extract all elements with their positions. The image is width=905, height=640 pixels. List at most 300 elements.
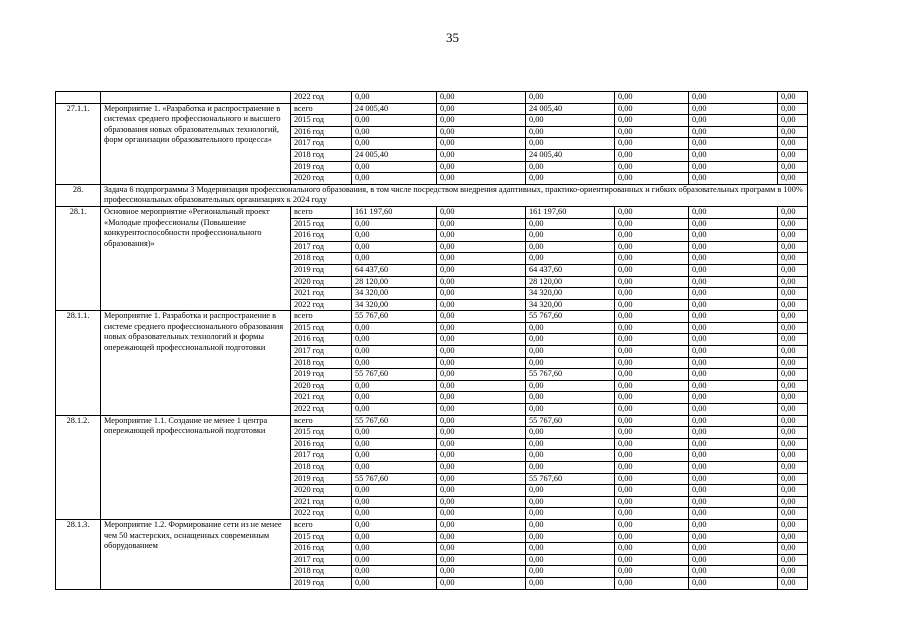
amount-cell: 0,00 (437, 241, 526, 253)
amount-cell: 0,00 (352, 230, 437, 242)
amount-cell: 0,00 (352, 438, 437, 450)
amount-cell: 0,00 (526, 531, 615, 543)
year-cell: 2019 год (291, 577, 352, 589)
amount-cell: 0,00 (615, 206, 689, 218)
amount-cell: 0,00 (615, 253, 689, 265)
amount-cell: 0,00 (352, 161, 437, 173)
measure-number: 27.1.1. (56, 103, 101, 184)
amount-cell: 0,00 (689, 264, 778, 276)
table-row (56, 311, 808, 323)
amount-cell: 0,00 (526, 322, 615, 334)
amount-cell: 0,00 (778, 519, 808, 531)
name-cell (101, 92, 291, 104)
amount-cell: 0,00 (778, 218, 808, 230)
amount-cell: 0,00 (526, 161, 615, 173)
amount-cell: 0,00 (615, 369, 689, 381)
year-cell: 2022 год (291, 299, 352, 311)
amount-cell: 0,00 (526, 173, 615, 185)
amount-cell: 0,00 (352, 241, 437, 253)
year-cell: 2019 год (291, 161, 352, 173)
amount-cell: 0,00 (352, 322, 437, 334)
amount-cell: 0,00 (526, 577, 615, 589)
amount-cell: 0,00 (352, 508, 437, 520)
amount-cell: 0,00 (689, 149, 778, 161)
measure-number: 28.1.3. (56, 519, 101, 589)
amount-cell: 0,00 (778, 554, 808, 566)
amount-cell: 0,00 (437, 392, 526, 404)
amount-cell: 0,00 (778, 138, 808, 150)
amount-cell: 0,00 (615, 334, 689, 346)
amount-cell: 0,00 (778, 357, 808, 369)
year-cell: всего (291, 103, 352, 115)
amount-cell: 0,00 (689, 415, 778, 427)
amount-cell: 0,00 (615, 577, 689, 589)
amount-cell: 0,00 (615, 519, 689, 531)
amount-cell: 0,00 (778, 450, 808, 462)
amount-cell: 0,00 (437, 531, 526, 543)
year-cell: 2016 год (291, 543, 352, 555)
amount-cell: 0,00 (437, 276, 526, 288)
amount-cell: 0,00 (352, 173, 437, 185)
amount-cell: 0,00 (778, 566, 808, 578)
year-cell: 2016 год (291, 230, 352, 242)
amount-cell: 0,00 (526, 543, 615, 555)
amount-cell: 0,00 (689, 241, 778, 253)
amount-cell: 0,00 (778, 334, 808, 346)
year-cell: 2020 год (291, 380, 352, 392)
amount-cell: 55 767,60 (526, 369, 615, 381)
amount-cell: 0,00 (526, 138, 615, 150)
amount-cell: 0,00 (778, 206, 808, 218)
amount-cell: 0,00 (352, 253, 437, 265)
amount-cell: 0,00 (689, 566, 778, 578)
amount-cell: 0,00 (437, 92, 526, 104)
amount-cell: 0,00 (437, 311, 526, 323)
amount-cell: 0,00 (689, 380, 778, 392)
amount-cell: 0,00 (526, 450, 615, 462)
measure-name: Мероприятие 1. «Разработка и распространение в системах среднего профессионального и высшего образования новых образовательных технологий, форм организации образовательного процесса» (101, 103, 291, 184)
amount-cell: 0,00 (352, 404, 437, 416)
amount-cell: 55 767,60 (526, 473, 615, 485)
amount-cell: 0,00 (615, 230, 689, 242)
amount-cell: 0,00 (615, 173, 689, 185)
amount-cell: 55 767,60 (526, 311, 615, 323)
amount-cell: 24 005,40 (352, 149, 437, 161)
amount-cell: 0,00 (778, 485, 808, 497)
amount-cell: 0,00 (615, 149, 689, 161)
amount-cell: 0,00 (352, 92, 437, 104)
amount-cell: 0,00 (689, 473, 778, 485)
amount-cell: 0,00 (526, 92, 615, 104)
amount-cell: 0,00 (778, 322, 808, 334)
amount-cell: 161 197,60 (526, 206, 615, 218)
amount-cell: 0,00 (778, 103, 808, 115)
measure-name: Мероприятие 1.2. Формирование сети из не менее чем 50 мастерских, оснащенных современным оборудованием (101, 519, 291, 589)
amount-cell: 0,00 (689, 92, 778, 104)
amount-cell: 0,00 (689, 299, 778, 311)
year-cell: 2018 год (291, 357, 352, 369)
amount-cell: 0,00 (437, 253, 526, 265)
task-text: Задача 6 подпрограммы 3 Модернизация профессионального образования, в том числе посредством внедрения адаптивных, практико-ориентированных и гибких образовательных программ в 100% профессиональных образовательных организациях к 2024 году (101, 184, 808, 206)
amount-cell: 0,00 (778, 415, 808, 427)
amount-cell: 0,00 (437, 288, 526, 300)
amount-cell: 0,00 (689, 346, 778, 358)
year-cell: 2022 год (291, 404, 352, 416)
amount-cell: 0,00 (615, 392, 689, 404)
amount-cell: 0,00 (615, 462, 689, 474)
amount-cell: 0,00 (689, 311, 778, 323)
amount-cell: 0,00 (526, 126, 615, 138)
year-cell: 2022 год (291, 92, 352, 104)
amount-cell: 0,00 (437, 508, 526, 520)
amount-cell: 0,00 (778, 276, 808, 288)
year-cell: всего (291, 415, 352, 427)
year-cell: всего (291, 519, 352, 531)
year-cell: всего (291, 206, 352, 218)
amount-cell: 0,00 (526, 519, 615, 531)
year-cell: 2017 год (291, 554, 352, 566)
amount-cell: 0,00 (437, 149, 526, 161)
amount-cell: 0,00 (526, 438, 615, 450)
amount-cell: 0,00 (615, 92, 689, 104)
amount-cell: 24 005,40 (526, 103, 615, 115)
amount-cell: 161 197,60 (352, 206, 437, 218)
amount-cell: 0,00 (437, 438, 526, 450)
page-number: 35 (446, 30, 459, 45)
year-cell: 2018 год (291, 149, 352, 161)
amount-cell: 0,00 (615, 103, 689, 115)
amount-cell: 0,00 (778, 392, 808, 404)
amount-cell: 0,00 (352, 357, 437, 369)
amount-cell: 34 320,00 (526, 288, 615, 300)
amount-cell: 0,00 (352, 218, 437, 230)
amount-cell: 0,00 (437, 173, 526, 185)
amount-cell: 0,00 (615, 288, 689, 300)
amount-cell: 0,00 (437, 126, 526, 138)
amount-cell: 0,00 (689, 161, 778, 173)
amount-cell: 0,00 (352, 496, 437, 508)
amount-cell: 0,00 (352, 543, 437, 555)
amount-cell: 0,00 (526, 496, 615, 508)
amount-cell: 0,00 (615, 161, 689, 173)
year-cell: 2018 год (291, 462, 352, 474)
amount-cell: 0,00 (778, 462, 808, 474)
amount-cell: 0,00 (352, 392, 437, 404)
year-cell: 2019 год (291, 369, 352, 381)
amount-cell: 0,00 (778, 241, 808, 253)
amount-cell: 0,00 (437, 554, 526, 566)
measure-number: 28.1. (56, 206, 101, 310)
amount-cell: 0,00 (689, 485, 778, 497)
amount-cell: 0,00 (437, 218, 526, 230)
year-cell: 2018 год (291, 566, 352, 578)
amount-cell: 0,00 (689, 126, 778, 138)
amount-cell: 0,00 (437, 230, 526, 242)
amount-cell: 0,00 (352, 566, 437, 578)
amount-cell: 0,00 (615, 322, 689, 334)
year-cell: 2016 год (291, 438, 352, 450)
amount-cell: 0,00 (778, 404, 808, 416)
amount-cell: 0,00 (778, 369, 808, 381)
amount-cell: 0,00 (615, 357, 689, 369)
year-cell: 2020 год (291, 173, 352, 185)
year-cell: 2021 год (291, 496, 352, 508)
amount-cell: 0,00 (689, 519, 778, 531)
year-cell: 2020 год (291, 276, 352, 288)
amount-cell: 0,00 (778, 230, 808, 242)
amount-cell: 0,00 (352, 450, 437, 462)
amount-cell: 0,00 (689, 138, 778, 150)
amount-cell: 0,00 (689, 554, 778, 566)
amount-cell: 34 320,00 (352, 299, 437, 311)
amount-cell: 0,00 (689, 369, 778, 381)
year-cell: 2015 год (291, 218, 352, 230)
amount-cell: 0,00 (689, 462, 778, 474)
year-cell: 2016 год (291, 126, 352, 138)
year-cell: 2015 год (291, 427, 352, 439)
budget-table (55, 91, 808, 590)
amount-cell: 0,00 (437, 450, 526, 462)
amount-cell: 0,00 (615, 473, 689, 485)
amount-cell: 0,00 (615, 566, 689, 578)
amount-cell: 0,00 (526, 427, 615, 439)
amount-cell: 55 767,60 (352, 415, 437, 427)
amount-cell: 0,00 (778, 92, 808, 104)
table-row (56, 415, 808, 427)
year-cell: 2019 год (291, 473, 352, 485)
year-cell: 2021 год (291, 288, 352, 300)
amount-cell: 0,00 (689, 427, 778, 439)
year-cell: 2021 год (291, 392, 352, 404)
year-cell: 2015 год (291, 322, 352, 334)
amount-cell: 0,00 (437, 543, 526, 555)
amount-cell: 0,00 (689, 322, 778, 334)
amount-cell: 0,00 (437, 566, 526, 578)
amount-cell: 28 120,00 (526, 276, 615, 288)
amount-cell: 0,00 (689, 438, 778, 450)
amount-cell: 0,00 (689, 404, 778, 416)
amount-cell: 0,00 (689, 334, 778, 346)
amount-cell: 0,00 (526, 404, 615, 416)
amount-cell: 0,00 (778, 380, 808, 392)
amount-cell: 0,00 (615, 299, 689, 311)
amount-cell: 0,00 (437, 115, 526, 127)
amount-cell: 0,00 (778, 161, 808, 173)
amount-cell: 0,00 (437, 346, 526, 358)
amount-cell: 0,00 (689, 173, 778, 185)
amount-cell: 0,00 (689, 392, 778, 404)
amount-cell: 0,00 (526, 392, 615, 404)
amount-cell: 55 767,60 (352, 369, 437, 381)
year-cell: 2017 год (291, 346, 352, 358)
amount-cell: 0,00 (352, 138, 437, 150)
amount-cell: 0,00 (526, 346, 615, 358)
measure-name: Мероприятие 1. Разработка и распространение в системе среднего профессионального образования новых образовательных технологий и формы опережающей профессиональной подготовки (101, 311, 291, 415)
amount-cell: 0,00 (526, 566, 615, 578)
year-cell: 2022 год (291, 508, 352, 520)
amount-cell: 24 005,40 (352, 103, 437, 115)
amount-cell: 0,00 (689, 288, 778, 300)
task-row (56, 184, 808, 206)
amount-cell: 0,00 (615, 543, 689, 555)
amount-cell: 0,00 (689, 450, 778, 462)
amount-cell: 0,00 (689, 218, 778, 230)
amount-cell: 0,00 (615, 380, 689, 392)
amount-cell: 0,00 (437, 206, 526, 218)
amount-cell: 55 767,60 (526, 415, 615, 427)
amount-cell: 0,00 (526, 462, 615, 474)
amount-cell: 0,00 (615, 450, 689, 462)
amount-cell: 0,00 (352, 380, 437, 392)
amount-cell: 0,00 (778, 299, 808, 311)
amount-cell: 0,00 (689, 496, 778, 508)
amount-cell: 0,00 (615, 126, 689, 138)
amount-cell: 0,00 (689, 253, 778, 265)
amount-cell: 0,00 (526, 554, 615, 566)
amount-cell: 0,00 (437, 264, 526, 276)
amount-cell: 0,00 (352, 485, 437, 497)
year-cell: 2015 год (291, 531, 352, 543)
amount-cell: 0,00 (526, 485, 615, 497)
amount-cell: 0,00 (437, 334, 526, 346)
amount-cell: 0,00 (352, 531, 437, 543)
amount-cell: 0,00 (526, 357, 615, 369)
amount-cell: 0,00 (778, 577, 808, 589)
amount-cell: 0,00 (615, 311, 689, 323)
amount-cell: 0,00 (689, 276, 778, 288)
amount-cell: 0,00 (778, 473, 808, 485)
amount-cell: 0,00 (437, 577, 526, 589)
measure-name: Мероприятие 1.1. Создание не менее 1 центра опережающей профессиональной подготовки (101, 415, 291, 519)
amount-cell: 0,00 (615, 264, 689, 276)
amount-cell: 0,00 (526, 115, 615, 127)
amount-cell: 0,00 (352, 126, 437, 138)
amount-cell: 0,00 (689, 230, 778, 242)
amount-cell: 0,00 (778, 149, 808, 161)
year-cell: 2016 год (291, 334, 352, 346)
budget-table-body (56, 92, 808, 590)
amount-cell: 0,00 (778, 126, 808, 138)
table-row (56, 206, 808, 218)
amount-cell: 0,00 (437, 299, 526, 311)
amount-cell: 0,00 (689, 206, 778, 218)
amount-cell: 0,00 (615, 427, 689, 439)
amount-cell: 0,00 (615, 138, 689, 150)
amount-cell: 55 767,60 (352, 473, 437, 485)
amount-cell: 0,00 (689, 103, 778, 115)
amount-cell: 0,00 (778, 427, 808, 439)
amount-cell: 0,00 (437, 415, 526, 427)
amount-cell: 0,00 (689, 357, 778, 369)
amount-cell: 0,00 (437, 380, 526, 392)
year-cell: 2017 год (291, 138, 352, 150)
amount-cell: 0,00 (615, 404, 689, 416)
amount-cell: 0,00 (352, 427, 437, 439)
amount-cell: 0,00 (615, 508, 689, 520)
amount-cell: 0,00 (778, 346, 808, 358)
year-cell: 2019 год (291, 264, 352, 276)
amount-cell: 0,00 (689, 115, 778, 127)
amount-cell: 0,00 (352, 554, 437, 566)
amount-cell: 0,00 (615, 531, 689, 543)
amount-cell: 0,00 (615, 218, 689, 230)
amount-cell: 0,00 (437, 369, 526, 381)
amount-cell: 0,00 (437, 496, 526, 508)
measure-number: 28.1.1. (56, 311, 101, 415)
amount-cell: 28 120,00 (352, 276, 437, 288)
amount-cell: 64 437,60 (352, 264, 437, 276)
amount-cell: 0,00 (615, 554, 689, 566)
amount-cell: 0,00 (526, 380, 615, 392)
task-number: 28. (56, 184, 101, 206)
table-row (56, 92, 808, 104)
amount-cell: 0,00 (437, 161, 526, 173)
amount-cell: 0,00 (526, 230, 615, 242)
amount-cell: 0,00 (526, 253, 615, 265)
amount-cell: 0,00 (437, 462, 526, 474)
amount-cell: 0,00 (778, 531, 808, 543)
table-row (56, 103, 808, 115)
measure-name: Основное мероприятие «Региональный проект «Молодые профессионалы (Повышение конкурентоспособности профессионального образования)» (101, 206, 291, 310)
amount-cell: 34 320,00 (352, 288, 437, 300)
measure-number: 28.1.2. (56, 415, 101, 519)
table-row (56, 519, 808, 531)
amount-cell: 0,00 (778, 288, 808, 300)
amount-cell: 0,00 (689, 577, 778, 589)
amount-cell: 0,00 (526, 334, 615, 346)
year-cell: 2020 год (291, 485, 352, 497)
amount-cell: 0,00 (437, 427, 526, 439)
amount-cell: 0,00 (437, 103, 526, 115)
amount-cell: 0,00 (778, 253, 808, 265)
amount-cell: 64 437,60 (526, 264, 615, 276)
amount-cell: 0,00 (615, 276, 689, 288)
amount-cell: 0,00 (689, 508, 778, 520)
amount-cell: 0,00 (778, 115, 808, 127)
amount-cell: 0,00 (526, 241, 615, 253)
amount-cell: 0,00 (437, 473, 526, 485)
amount-cell: 0,00 (437, 138, 526, 150)
amount-cell: 0,00 (615, 415, 689, 427)
amount-cell: 0,00 (689, 543, 778, 555)
amount-cell: 0,00 (778, 543, 808, 555)
amount-cell: 0,00 (437, 357, 526, 369)
num-cell (56, 92, 101, 104)
amount-cell: 0,00 (778, 496, 808, 508)
year-cell: 2015 год (291, 115, 352, 127)
amount-cell: 0,00 (615, 241, 689, 253)
amount-cell: 0,00 (615, 438, 689, 450)
amount-cell: 0,00 (352, 462, 437, 474)
amount-cell: 34 320,00 (526, 299, 615, 311)
amount-cell: 0,00 (352, 334, 437, 346)
year-cell: 2017 год (291, 450, 352, 462)
year-cell: всего (291, 311, 352, 323)
amount-cell: 55 767,60 (352, 311, 437, 323)
amount-cell: 0,00 (437, 322, 526, 334)
amount-cell: 0,00 (352, 577, 437, 589)
amount-cell: 0,00 (778, 438, 808, 450)
amount-cell: 24 005,40 (526, 149, 615, 161)
amount-cell: 0,00 (615, 115, 689, 127)
amount-cell: 0,00 (352, 519, 437, 531)
amount-cell: 0,00 (778, 508, 808, 520)
amount-cell: 0,00 (437, 519, 526, 531)
amount-cell: 0,00 (778, 173, 808, 185)
year-cell: 2018 год (291, 253, 352, 265)
amount-cell: 0,00 (778, 264, 808, 276)
amount-cell: 0,00 (778, 311, 808, 323)
